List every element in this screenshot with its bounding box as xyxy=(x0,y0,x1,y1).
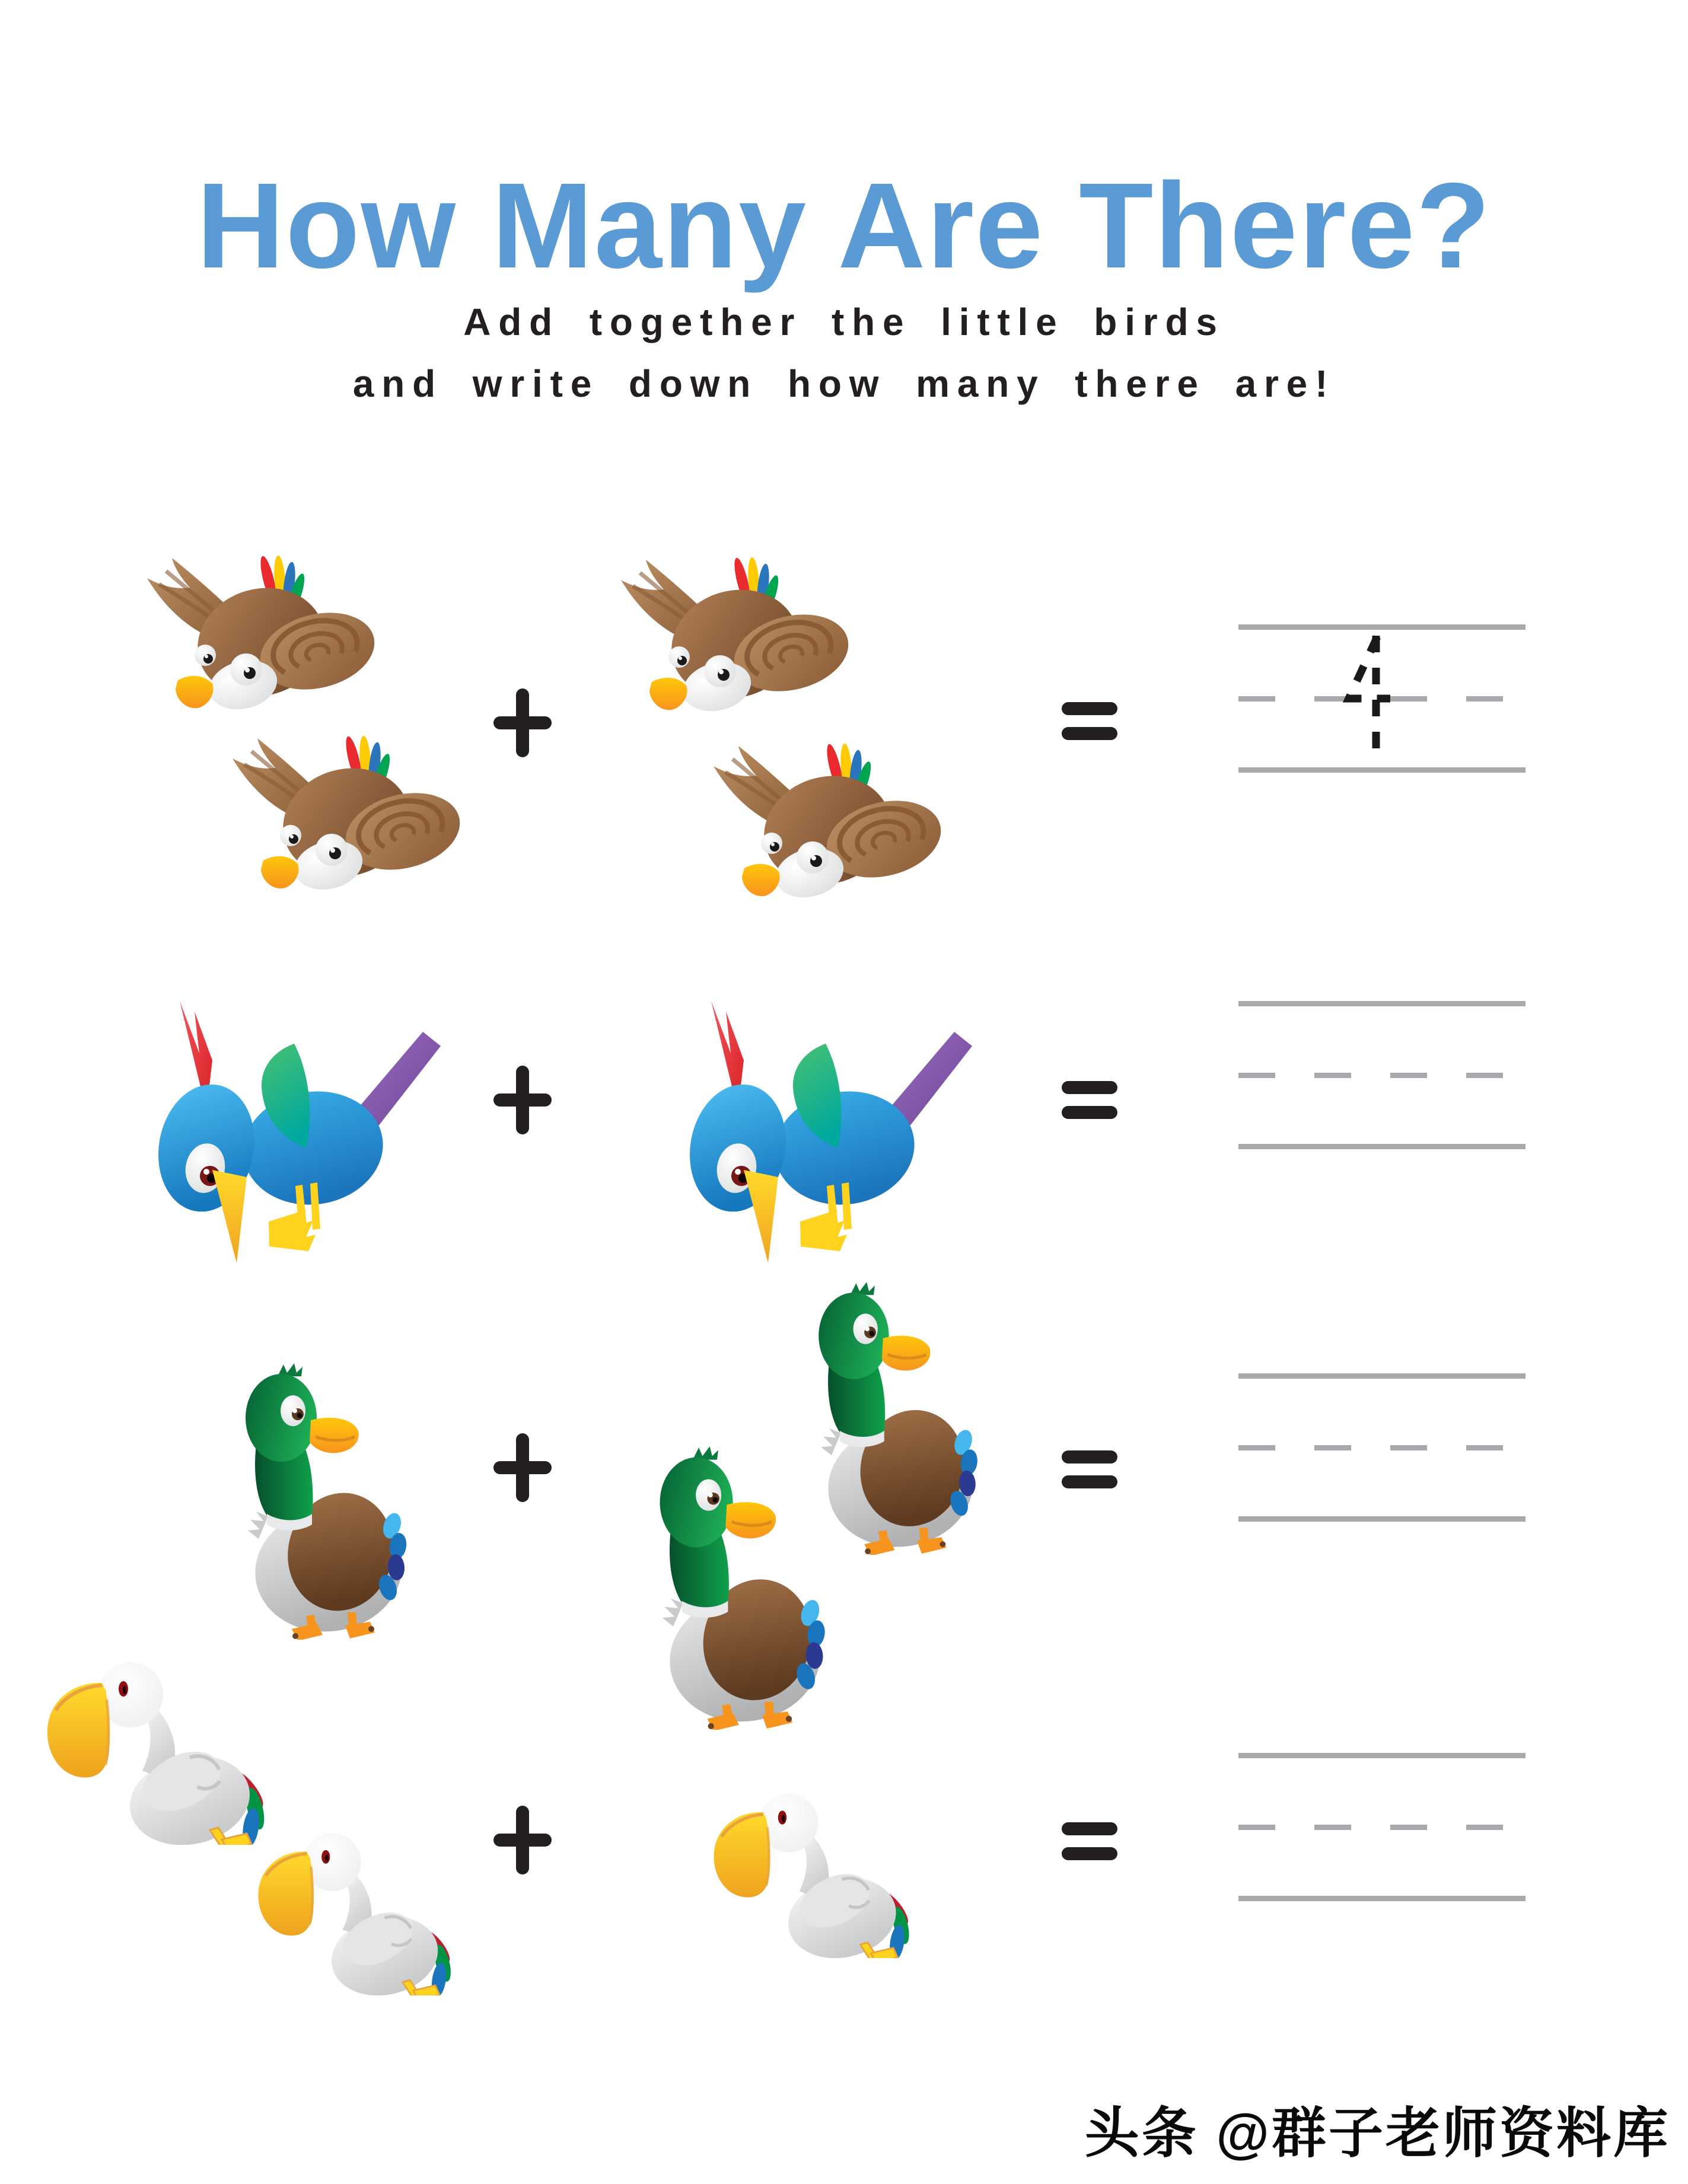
bird-sparrow xyxy=(616,555,853,713)
writing-line-middle xyxy=(1238,1825,1525,1830)
bird-bluebird xyxy=(649,995,972,1268)
bird-mallard-duck xyxy=(211,1361,439,1640)
writing-line-top xyxy=(1238,1373,1525,1379)
answer-lines-row3[interactable] xyxy=(1238,1373,1525,1522)
bird-pelican xyxy=(708,1790,921,1958)
plus-icon xyxy=(487,687,558,758)
writing-line-bottom xyxy=(1238,1516,1525,1522)
instructions xyxy=(0,292,1688,415)
answer-lines-row4[interactable] xyxy=(1238,1753,1525,1901)
bird-bluebird xyxy=(117,995,441,1268)
equals-icon xyxy=(1062,702,1117,740)
equals-icon xyxy=(1062,1822,1117,1860)
bird-mallard-duck xyxy=(785,1280,1010,1555)
writing-line-top xyxy=(1238,1753,1525,1758)
writing-line-middle xyxy=(1238,1445,1525,1450)
plus-icon xyxy=(487,1064,558,1136)
bird-sparrow xyxy=(709,741,946,899)
bird-sparrow xyxy=(228,734,465,891)
equals-icon xyxy=(1062,1450,1117,1488)
plus-icon xyxy=(487,1804,558,1876)
page-title: How Many Are There? xyxy=(196,158,1492,294)
plus-icon xyxy=(487,1432,558,1503)
instructions-line-2: and write down how many there are! xyxy=(352,362,1336,405)
writing-line-middle xyxy=(1238,1073,1525,1078)
writing-line-top xyxy=(1238,1001,1525,1006)
bird-pelican xyxy=(252,1829,463,1995)
bird-sparrow xyxy=(142,553,380,711)
bird-pelican xyxy=(40,1658,278,1845)
traced-number-4 xyxy=(1311,627,1441,770)
answer-lines-row2[interactable] xyxy=(1238,1001,1525,1149)
writing-line-bottom xyxy=(1238,1896,1525,1901)
instructions-line-1: Add together the little birds xyxy=(463,301,1225,343)
writing-line-bottom xyxy=(1238,1144,1525,1149)
equals-icon xyxy=(1062,1081,1117,1119)
watermark-text: 头条 @群子老师资料库 xyxy=(1084,2103,1670,2164)
